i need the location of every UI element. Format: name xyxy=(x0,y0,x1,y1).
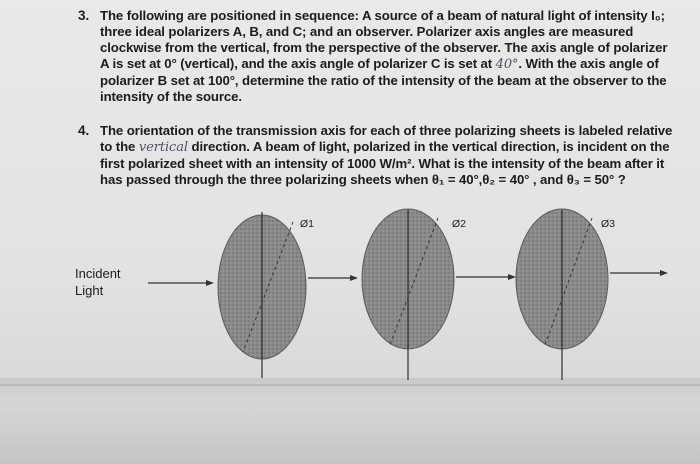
p3-line-4-b: . With the axis angle of xyxy=(518,56,659,71)
theta-2-label: Ø2 xyxy=(452,218,467,230)
p4-line-4: has passed through the three polarizing sheets when θ₁ = 40°,θ₂ = 40° , and θ₃ = 50° ? xyxy=(100,172,626,187)
outgoing-arrow-head xyxy=(660,270,668,276)
theta-1-label: Ø1 xyxy=(300,218,315,230)
arrow-1-2-head xyxy=(350,275,358,281)
p3-line-3: clockwise from the vertical, from the perspective of the observer. The axis angle of polarizer xyxy=(100,40,668,55)
polarizer-sheet-2 xyxy=(362,209,454,380)
theta-3-label: Ø3 xyxy=(601,218,616,230)
incident-light-label xyxy=(75,265,121,299)
p4-line-1: The orientation of the transmission axis for each of three polarizing sheets is labeled relative xyxy=(100,123,673,138)
polarizer-sheet-1 xyxy=(218,212,306,378)
p4-handwritten-vertical: vertical xyxy=(138,140,188,155)
problem-4-number: 4. xyxy=(78,123,90,138)
p3-line-2: three ideal polarizers A, B, and C; and an observer. Polarizer axis angles are measured xyxy=(100,24,634,39)
p4-line-2-prefix: to the xyxy=(100,139,136,154)
problem-3-number: 3. xyxy=(78,8,90,23)
p3-line-4-a: A is set at 0° (vertical), and the axis angle of polarizer C is set at xyxy=(100,56,493,71)
p3-line-6: intensity of the source. xyxy=(100,89,242,104)
arrow-2-3-head xyxy=(508,274,516,280)
p3-handwritten-angle: 40° xyxy=(495,57,519,72)
polarizer-sheet-3 xyxy=(516,209,608,380)
incident-arrow-head xyxy=(206,280,214,286)
p3-line-1: The following are positioned in sequence: A source of a beam of natural light of intensity I₀; xyxy=(100,8,665,23)
p4-line-2-suffix: direction. A beam of light, polarized in the vertical direction, is incident on the xyxy=(191,139,670,154)
incident-label-line-1: Incident xyxy=(75,266,121,281)
p4-line-3: first polarized sheet with an intensity of 1000 W/m². What is the intensity of the beam after it xyxy=(100,156,665,171)
p3-line-5: polarizer B set at 100°, determine the ratio of the intensity of the beam at the observer to the xyxy=(100,73,667,88)
incident-label-line-2: Light xyxy=(75,283,104,298)
